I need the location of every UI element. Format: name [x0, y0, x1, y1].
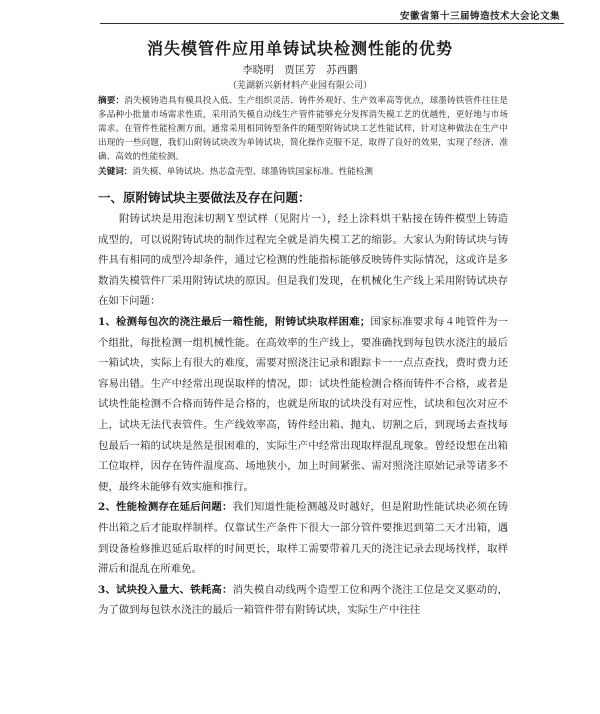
item-1-text: 国家标准要求每４吨管件为一个组批，每批检测一组机械性能。在高效率的生产线上，要准确找到每包铁水浇注的最后一箱试块，实际上有很大的难度，需要对照浇注记录和跟踪卡一一点点查找，费时费力还容易出错。生产中经常出现误取样的情况，即：试块性能检测合格而铸件不合格，或者是试块性能检测不合格而铸件是合格的，也就是所取的试块没有对应性，试块和包次对应不上，试块无法代表管件。生产线效率高，铸件经出箱、抛丸、切割之后，到现场去查找每包最后一箱的试块是然是很困难的，实际生产中经常出现取样混乱现象。曾经设想在出箱工位取样，因存在铸件温度高、场地狭小，加上时间紧张、需对照浇注原始记录等诸多不便，最终未能够有效实施和推行。	[98, 315, 509, 493]
section-heading-1: 一、原附铸试块主要做法及存在问题：	[98, 190, 311, 205]
body-text	[98, 209, 508, 621]
item-3-lead: 3、试块投入量大、铁耗高：	[98, 583, 233, 596]
paper-title: 消失模管件应用单铸试块检测性能的优势	[146, 39, 453, 58]
running-header: 安徽省第十三届铸造技术大会论文集	[399, 11, 560, 22]
paragraph-intro: 附铸试块是用泡沫切割Ｙ型试样（见附片一），经上涂料烘干粘接在铸件模型上铸造成型的，可以说附铸试块的制作过程完全就是消失模工艺的缩影。大家认为附铸试块与铸件具有相同的成型冷却条件，通过它检测的性能指标能够反映铸件实际情况，这或许是多数消失模管件厂采用附铸试块的原因。但是我们发现，在机械化生产线上采用附铸试块存在如下问题：	[98, 213, 508, 308]
item-2-lead: 2、性能检测存在延后问题：	[98, 501, 233, 514]
item-1-lead: 1、检测每包次的浇注最后一箱性能，附铸试块取样困难；	[98, 315, 371, 328]
paragraph-item-1	[98, 312, 508, 497]
paper-authors: 李晓明 贾匡芳 苏西鹏	[242, 64, 358, 76]
item-3-text: 消失模自动线两个造型工位和两个浇注工位是交叉驱动的，为了做到每包铁水浇注的最后一箱管件带有附铸试块，实际生产中往往	[98, 583, 509, 617]
abstract-label: 摘要：	[98, 96, 125, 106]
keywords	[98, 165, 508, 179]
paragraph-item-2	[98, 497, 508, 579]
keywords-text: 消失模、单铸试块、热芯盒壳型、球墨铸铁国家标准、性能检测	[132, 167, 374, 177]
item-2-text: 我们知道性能检测越及时越好，但是附助性能试块必须在铸件出箱之后才能取样制样。仅靠试生产条件下很大一部分管件要推迟到第二天才出箱，遇到设备检修推迟延后取样的时间更长，取样工需要带着几天的浇注记录去现场找样，取样滞后和混乱在所难免。	[98, 501, 509, 576]
keywords-label: 关键词：	[98, 167, 133, 177]
abstract	[98, 94, 508, 164]
paper-affiliation: （芜湖新兴新材料产业园有限公司）	[227, 81, 372, 91]
abstract-text: 消失模铸造具有模具投入低、生产组织灵活、铸件外观好、生产效率高等优点，球墨铸铁管件往往是多品种小批量市场需求性质，采用消失模自动线生产管件能够充分发挥消失模工艺的优越性，更好地与市场需求。在管件性能检测方面，通常采用相同铸型条件的随型附铸试块工艺性能试样，针对这种做法在生产中出现的一些问题，我们山附铸试块改为单铸试块，简化操作克服不足，取得了良好的效果，实现了经济、准确、高效的性能检测。	[98, 96, 508, 162]
paragraph-item-3	[98, 580, 508, 621]
header-rule	[100, 23, 564, 24]
